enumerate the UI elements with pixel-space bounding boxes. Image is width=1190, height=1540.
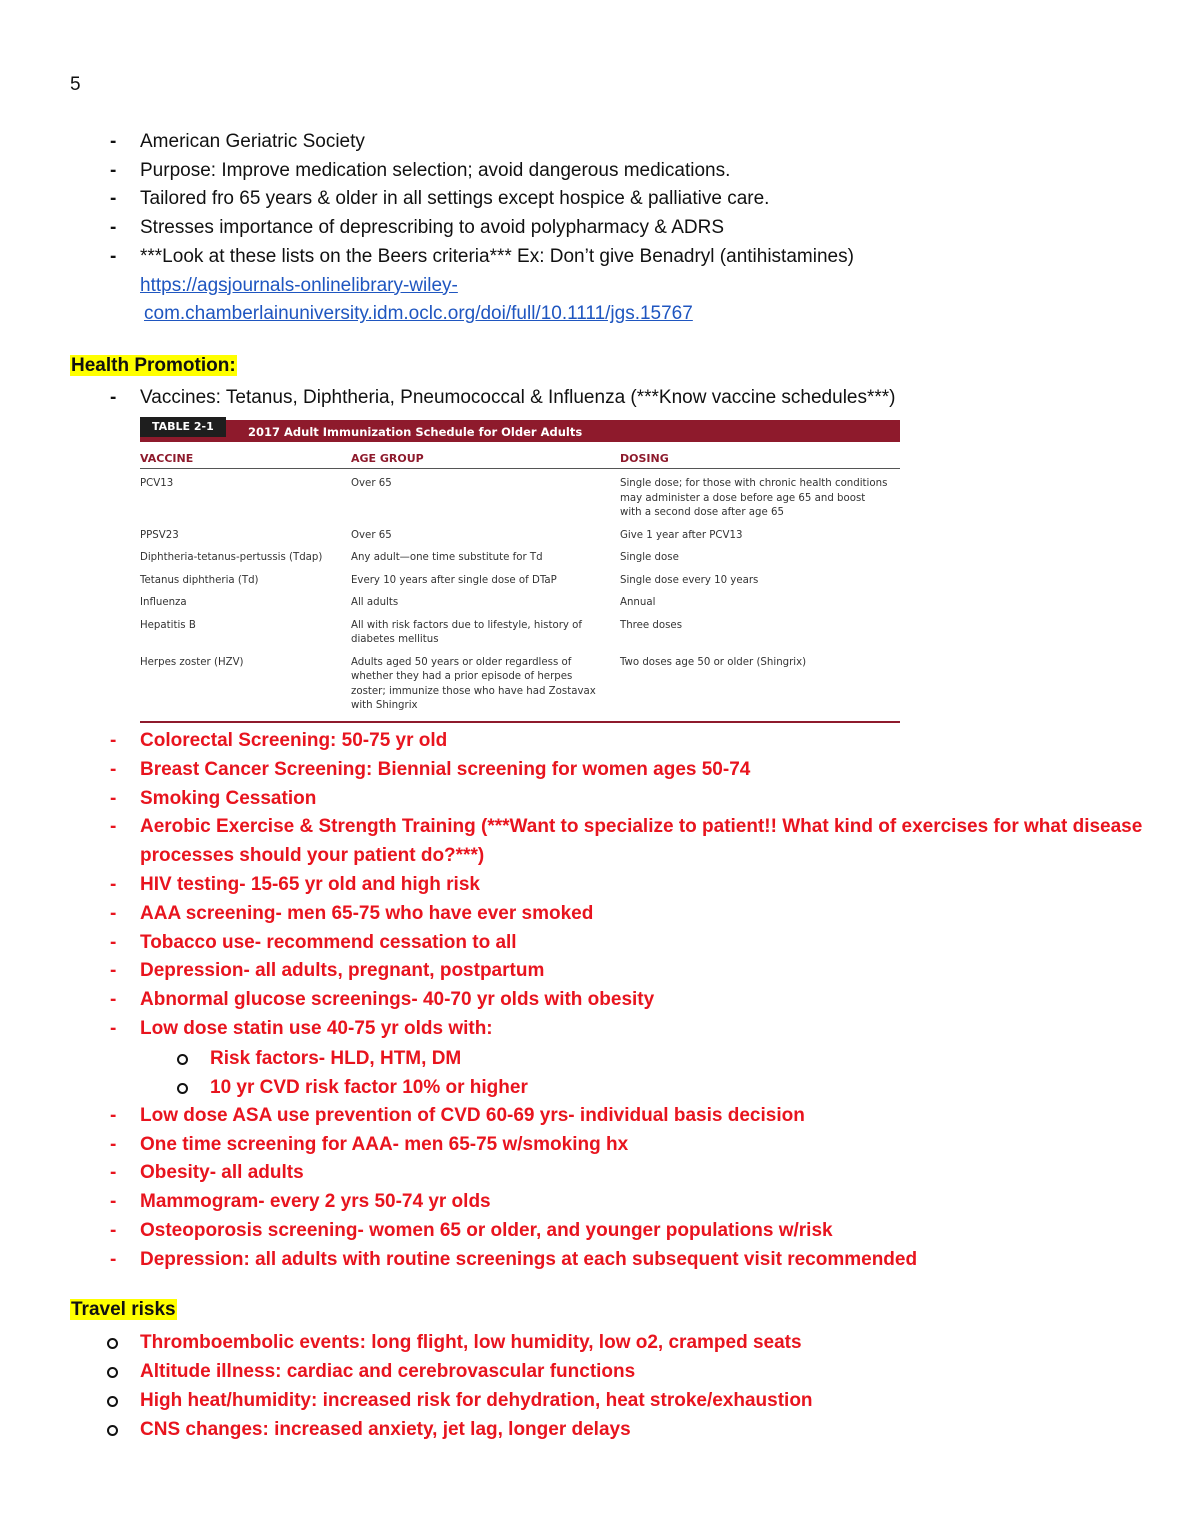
- screenings-list-b: [70, 1102, 1150, 1275]
- list-item: - Tailored fro 65 years & older in all settings except hospice & palliative care.: [70, 185, 1130, 214]
- beers-list: [70, 128, 1130, 329]
- table-cell: Hepatitis B: [140, 619, 196, 631]
- list-item: - Smoking Cessation: [70, 785, 1150, 814]
- list-item: - AAA screening- men 65-75 who have ever smoked: [70, 900, 1150, 929]
- table-cell: PCV13: [140, 478, 174, 489]
- table-bottom-rule: [140, 721, 900, 723]
- travel-risks-heading: Travel risks: [71, 1299, 176, 1320]
- table-cell: All adults: [351, 597, 399, 608]
- screenings-list-a: [70, 727, 1150, 1044]
- table-header-bar: [140, 417, 900, 442]
- list-item: - Mammogram- every 2 yrs 50-74 yr olds: [70, 1188, 1150, 1217]
- column-header-dosing: DOSING: [620, 452, 669, 465]
- table-cell: Tetanus diphtheria (Td): [140, 574, 259, 586]
- list-item: - Osteoporosis screening- women 65 or older, and younger populations w/risk: [70, 1217, 1150, 1246]
- table-cell: Adults aged 50 years or older regardless of whether they had a prior episode of herpes zoster; immunize those who have had Zostavax with Shingrix: [351, 656, 596, 711]
- list-item: - HIV testing- 15-65 yr old and high risk: [70, 871, 1150, 900]
- beers-criteria-section: [70, 128, 1130, 329]
- table-row: [140, 648, 900, 714]
- table-cell: Single dose: [620, 552, 679, 563]
- table-cell: All with risk factors due to lifestyle, history of diabetes mellitus: [351, 619, 582, 645]
- beers-note: ***Look at these lists on the Beers criteria*** Ex: Don’t give Benadryl (antihistamines): [140, 245, 854, 267]
- travel-risks-section: [70, 1328, 1150, 1444]
- list-item: - Purpose: Improve medication selection; avoid dangerous medications.: [70, 157, 1130, 186]
- list-item: - Stresses importance of deprescribing to avoid polypharmacy & ADRS: [70, 214, 1130, 243]
- list-item: Thromboembolic events: long flight, low humidity, low o2, cramped seats: [70, 1328, 1150, 1357]
- column-header-age-group: AGE GROUP: [351, 452, 424, 465]
- table-row: [140, 611, 900, 648]
- table-row: [140, 588, 900, 611]
- table-tag: TABLE 2-1: [140, 417, 226, 437]
- column-header-vaccine: VACCINE: [140, 452, 194, 465]
- screenings-section: [70, 727, 1150, 1275]
- table-cell: Herpes zoster (HZV): [140, 656, 244, 668]
- list-item: - Low dose statin use 40-75 yr olds with:: [70, 1015, 1150, 1044]
- list-item: - Low dose ASA use prevention of CVD 60-69 yrs- individual basis decision: [70, 1102, 1150, 1131]
- table-cell: Single dose every 10 years: [620, 574, 759, 586]
- statin-sublist: [70, 1044, 1150, 1102]
- list-item: Altitude illness: cardiac and cerebrovascular functions: [70, 1357, 1150, 1386]
- table-cell: Influenza: [140, 597, 187, 608]
- list-item: - Colorectal Screening: 50-75 yr old: [70, 727, 1150, 756]
- page-number: 5: [70, 74, 81, 95]
- list-item: - Tobacco use- recommend cessation to all: [70, 929, 1150, 958]
- table-cell: Any adult—one time substitute for Td: [351, 552, 543, 563]
- list-item: - Depression- all adults, pregnant, postpartum: [70, 957, 1150, 986]
- table-cell: Over 65: [351, 529, 392, 541]
- list-item: CNS changes: increased anxiety, jet lag, longer delays: [70, 1415, 1150, 1444]
- table-cell: Three doses: [620, 619, 683, 631]
- list-item: - American Geriatric Society: [70, 128, 1130, 157]
- table-title: 2017 Adult Immunization Schedule for Older Adults: [248, 425, 583, 439]
- table-cell: Annual: [620, 597, 656, 608]
- table-cell: Single dose; for those with chronic health conditions may administer a dose before age 65 and boost with a second dose after age 65: [620, 478, 888, 518]
- table-cell: Give 1 year after PCV13: [620, 529, 743, 541]
- immunization-table: [140, 417, 900, 723]
- table-cell: Every 10 years after single dose of DTaP: [351, 574, 557, 586]
- travel-risks-list: [70, 1328, 1150, 1444]
- table-row: [140, 521, 900, 544]
- list-item: [70, 243, 1130, 329]
- table-cell: Over 65: [351, 478, 392, 489]
- table-cell: Diphtheria-tetanus-pertussis (Tdap): [140, 552, 323, 563]
- beers-link-line2[interactable]: com.chamberlainuniversity.idm.oclc.org/doi/full/10.1111/jgs.15767: [144, 303, 693, 325]
- list-item: High heat/humidity: increased risk for dehydration, heat stroke/exhaustion: [70, 1386, 1150, 1415]
- list-item: - Abnormal glucose screenings- 40-70 yr olds with obesity: [70, 986, 1150, 1015]
- list-item: - Depression: all adults with routine screenings at each subsequent visit recommended: [70, 1246, 1150, 1275]
- list-item: - Obesity- all adults: [70, 1159, 1150, 1188]
- table-column-headers: [140, 446, 900, 469]
- table-row: [140, 566, 900, 589]
- sub-list-item: Risk factors- HLD, HTM, DM: [70, 1044, 1150, 1073]
- health-promotion-heading: Health Promotion:: [71, 355, 236, 376]
- list-item: - One time screening for AAA- men 65-75 w/smoking hx: [70, 1131, 1150, 1160]
- table-cell: PPSV23: [140, 529, 179, 541]
- list-item: - Breast Cancer Screening: Biennial screening for women ages 50-74: [70, 756, 1150, 785]
- sub-list-item: 10 yr CVD risk factor 10% or higher: [70, 1073, 1150, 1102]
- beers-link-line1[interactable]: https://agsjournals-onlinelibrary-wiley-: [140, 274, 458, 296]
- list-item: - Aerobic Exercise & Strength Training (***Want to specialize to patient!! What kind of exercises for what disease processes should your patient do?***): [70, 813, 1150, 871]
- vaccines-list: [70, 384, 1130, 413]
- table-row: [140, 469, 900, 521]
- vaccines-bullet: - Vaccines: Tetanus, Diphtheria, Pneumococcal & Influenza (***Know vaccine schedules***): [70, 384, 1130, 413]
- table-cell: Two doses age 50 or older (Shingrix): [620, 656, 807, 668]
- table-row: [140, 543, 900, 566]
